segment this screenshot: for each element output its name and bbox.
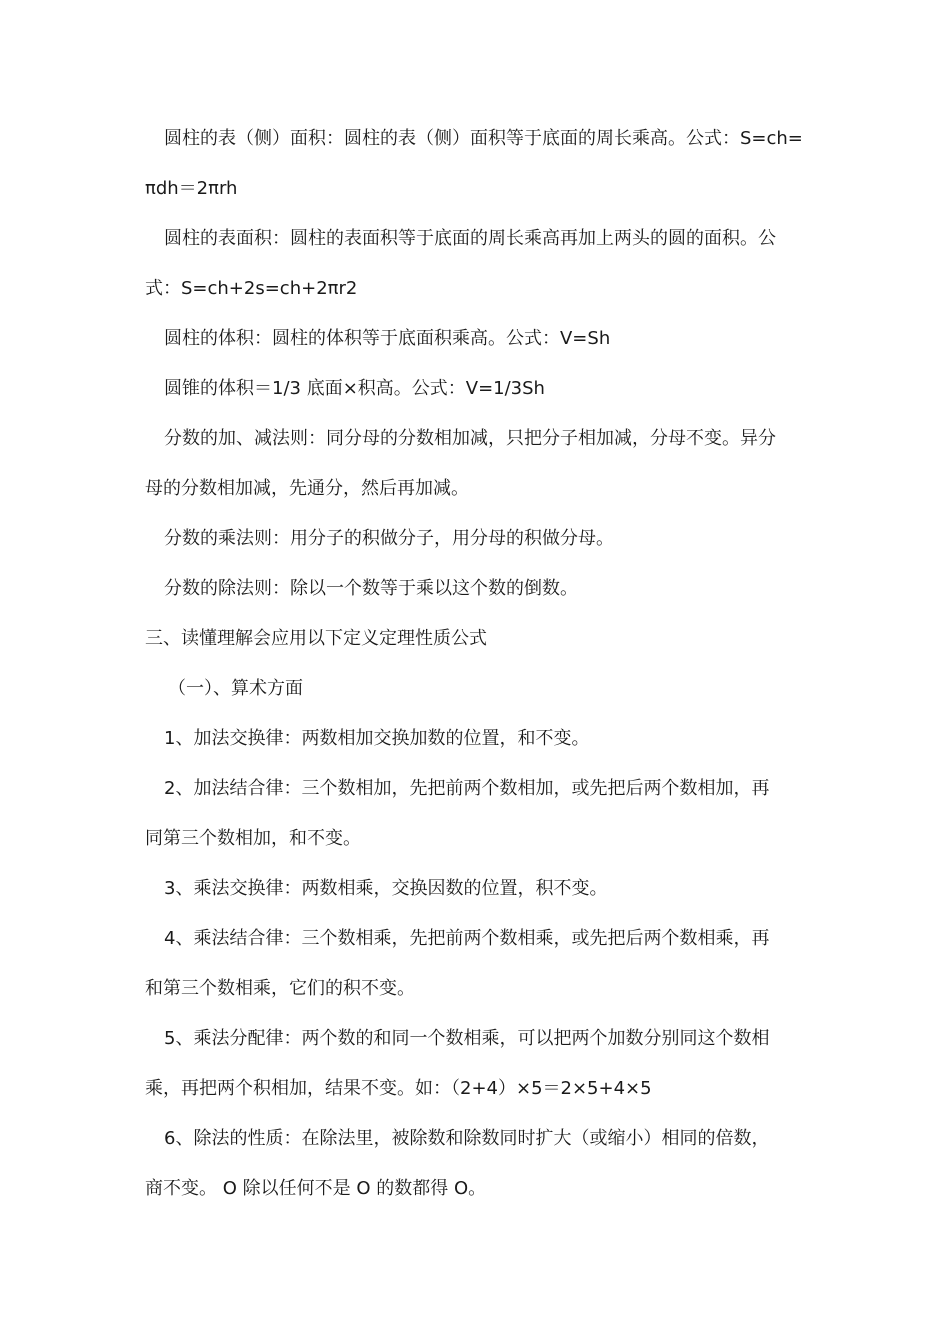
- text-line-fraction-add-subtract-cont: 母的分数相加减，先通分，然后再加减。: [145, 478, 469, 499]
- text-line-law-4-cont: 和第三个数相乘，它们的积不变。: [145, 978, 415, 999]
- text-line-cylinder-lateral-area: 圆柱的表（侧）面积：圆柱的表（侧）面积等于底面的周长乘高。公式：S=ch=: [164, 128, 803, 149]
- text-line-fraction-divide: 分数的除法则：除以一个数等于乘以这个数的倒数。: [164, 578, 578, 599]
- text-line-law-5: 5、乘法分配律：两个数的和同一个数相乘，可以把两个加数分别同这个数相: [164, 1028, 770, 1049]
- subsection-heading-arithmetic: （一）、算术方面: [168, 678, 303, 699]
- text-line-law-2-cont: 同第三个数相加，和不变。: [145, 828, 361, 849]
- text-line-cylinder-surface-area: 圆柱的表面积：圆柱的表面积等于底面的周长乘高再加上两头的圆的面积。公: [164, 228, 776, 249]
- text-line-law-4: 4、乘法结合律：三个数相乘，先把前两个数相乘，或先把后两个数相乘，再: [164, 928, 770, 949]
- text-line-law-2: 2、加法结合律：三个数相加，先把前两个数相加，或先把后两个数相加，再: [164, 778, 770, 799]
- text-line-law-6-cont: 商不变。 O 除以任何不是 O 的数都得 O。: [145, 1178, 487, 1199]
- text-line-fraction-multiply: 分数的乘法则：用分子的积做分子，用分母的积做分母。: [164, 528, 614, 549]
- section-heading-three: 三、读懂理解会应用以下定义定理性质公式: [145, 628, 487, 649]
- text-line-cylinder-volume: 圆柱的体积：圆柱的体积等于底面积乘高。公式：V=Sh: [164, 328, 611, 349]
- text-line-fraction-add-subtract: 分数的加、减法则：同分母的分数相加减，只把分子相加减，分母不变。异分: [164, 428, 776, 449]
- text-line-law-3: 3、乘法交换律：两数相乘，交换因数的位置，积不变。: [164, 878, 608, 899]
- text-line-law-1: 1、加法交换律：两数相加交换加数的位置，和不变。: [164, 728, 590, 749]
- text-line-law-6: 6、除法的性质：在除法里，被除数和除数同时扩大（或缩小）相同的倍数，: [164, 1128, 770, 1149]
- text-line-law-5-cont: 乘，再把两个积相加，结果不变。如：（2+4）×5＝2×5+4×5: [145, 1078, 652, 1099]
- text-line-cylinder-lateral-area-cont: πdh＝2πrh: [145, 178, 238, 199]
- text-line-cylinder-surface-area-cont: 式：S=ch+2s=ch+2πr2: [145, 278, 358, 299]
- text-line-cone-volume: 圆锥的体积＝1/3 底面×积高。公式：V=1/3Sh: [164, 378, 545, 399]
